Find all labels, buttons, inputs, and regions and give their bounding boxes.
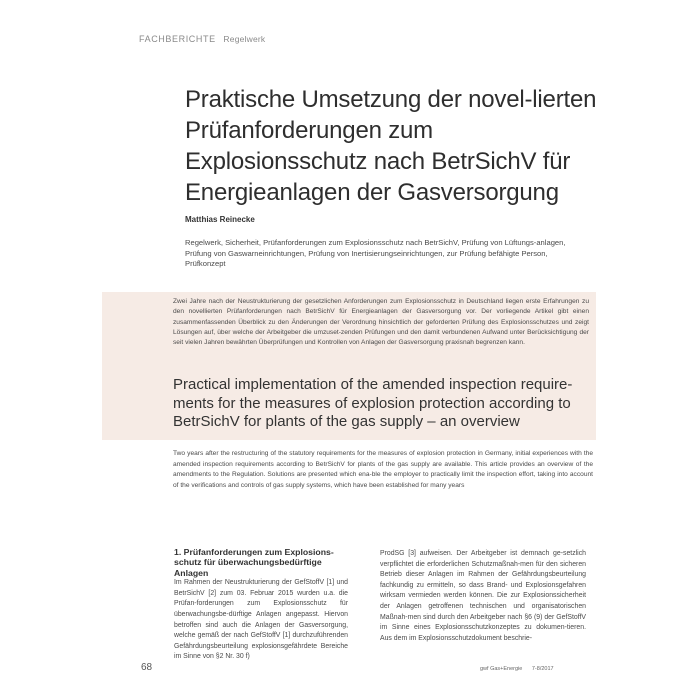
section-label: FACHBERICHTE (139, 34, 216, 44)
journal-name: gwf Gas+Energie (480, 666, 523, 672)
keywords: Regelwerk, Sicherheit, Prüfanforderungen zum Explosionsschutz nach BetrSichV, Prüfung von Lüftungs-anlagen, Prüfung von Gaswarneinrichtungen, Prüfung von Inertisierungseinrichtungen, zur Prüfung befähigte Person, Prüfkonzept (185, 238, 566, 269)
english-title: Practical implementation of the amended inspection require-ments for the measures of explosion protection according to BetrSichV for plants of the gas supply – an overview (173, 376, 573, 430)
body-column-right (380, 549, 586, 644)
article-title: Praktische Umsetzung der novel-lierten Prüfanforderungen zum Explosionsschutz nach BetrSichV für Energieanlagen der Gasversorgung (185, 86, 597, 206)
subsection-label: Regelwerk (223, 34, 266, 44)
body-column-left (174, 547, 348, 663)
journal-footer (480, 666, 554, 672)
journal-issue: 7-8/2017 (531, 666, 554, 672)
abstract-german: Zwei Jahre nach der Neustrukturierung der gesetzlichen Anforderungen zum Explosionsschutz in Deutschland liegen erste Erfahrungen zu den novellierten Prüfanforderungen nach BetrSichV für Energieanlagen der Gasversorgung vor. Der vorliegende Artikel gibt einen zusammenfassenden Überblick zu den Änderungen der Verordnung hinsichtlich der geforderten Prüfung des Explosionsschutzes und zeigt Lösungen auf, über welche der Arbeitgeber die umzuset-zenden Prüfungen und den damit verbundenen Aufwand unter Berücksichtigung der seit vielen Jahren bewährten Überprüfungen und Kontrollen von Anlagen der Gasversorgung praxisnah begrenzen kann. (173, 298, 589, 347)
running-header (139, 34, 265, 44)
section-heading: 1. Prüfanforderungen zum Explosions-schutz für überwachungsbedürftige Anlagen (174, 547, 334, 578)
abstract-english: Two years after the restructuring of the statutory requirements for the measures of explosion protection in Germany, initial experiences with the amended inspection requirements according to BetrSichV for plants of the gas supply are available. This article provides an overview of the amendments to the Regulation. Solutions are presented which ena-ble the employer to practically limit the inspection effort, taking into account of the verifications and controls of gas supply systems, which have been established for many years (173, 450, 593, 489)
body-paragraph-right: ProdSG [3] aufweisen. Der Arbeitgeber ist demnach ge-setzlich verpflichtet die erforderlichen Schutzmaßnah-men für den sicheren Betrieb dieser Anlagen im Rahmen der Gefährdungsbeurteilung fachkundig zu ermitteln, so dass Brand- und Explosionsgefahren wirksam vermieden werden können. Die zur Explosionssicherheit der Anlagen getroffenen technischen und organisatorischen Maßnah-men sind durch den Arbeitgeber nach §6 (9) der GefStoffV im Sinne eines Explosionsschutzkonzeptes zu dokumen-tieren. Aus dem im Explosionsschutzdokument beschrie- (380, 550, 586, 642)
author-name: Matthias Reinecke (185, 215, 255, 224)
body-paragraph-left: Im Rahmen der Neustrukturierung der GefStoffV [1] und BetrSichV [2] zum 03. Februar 2015 wurden u.a. die Prüfan-forderungen zum Explosionsschutz für überwachungsbe-dürftige Anlagen angepasst. Hiervon betroffen sind auch die Anlagen der Gasversorgung, welche gemäß der nach GefStoffV [1] durchzuführenden Gefährdungsbeurteilung explosionsgefährdete Bereiche im Sinne von §2 Nr. 30 f) (174, 579, 348, 661)
page-number: 68 (141, 662, 153, 673)
